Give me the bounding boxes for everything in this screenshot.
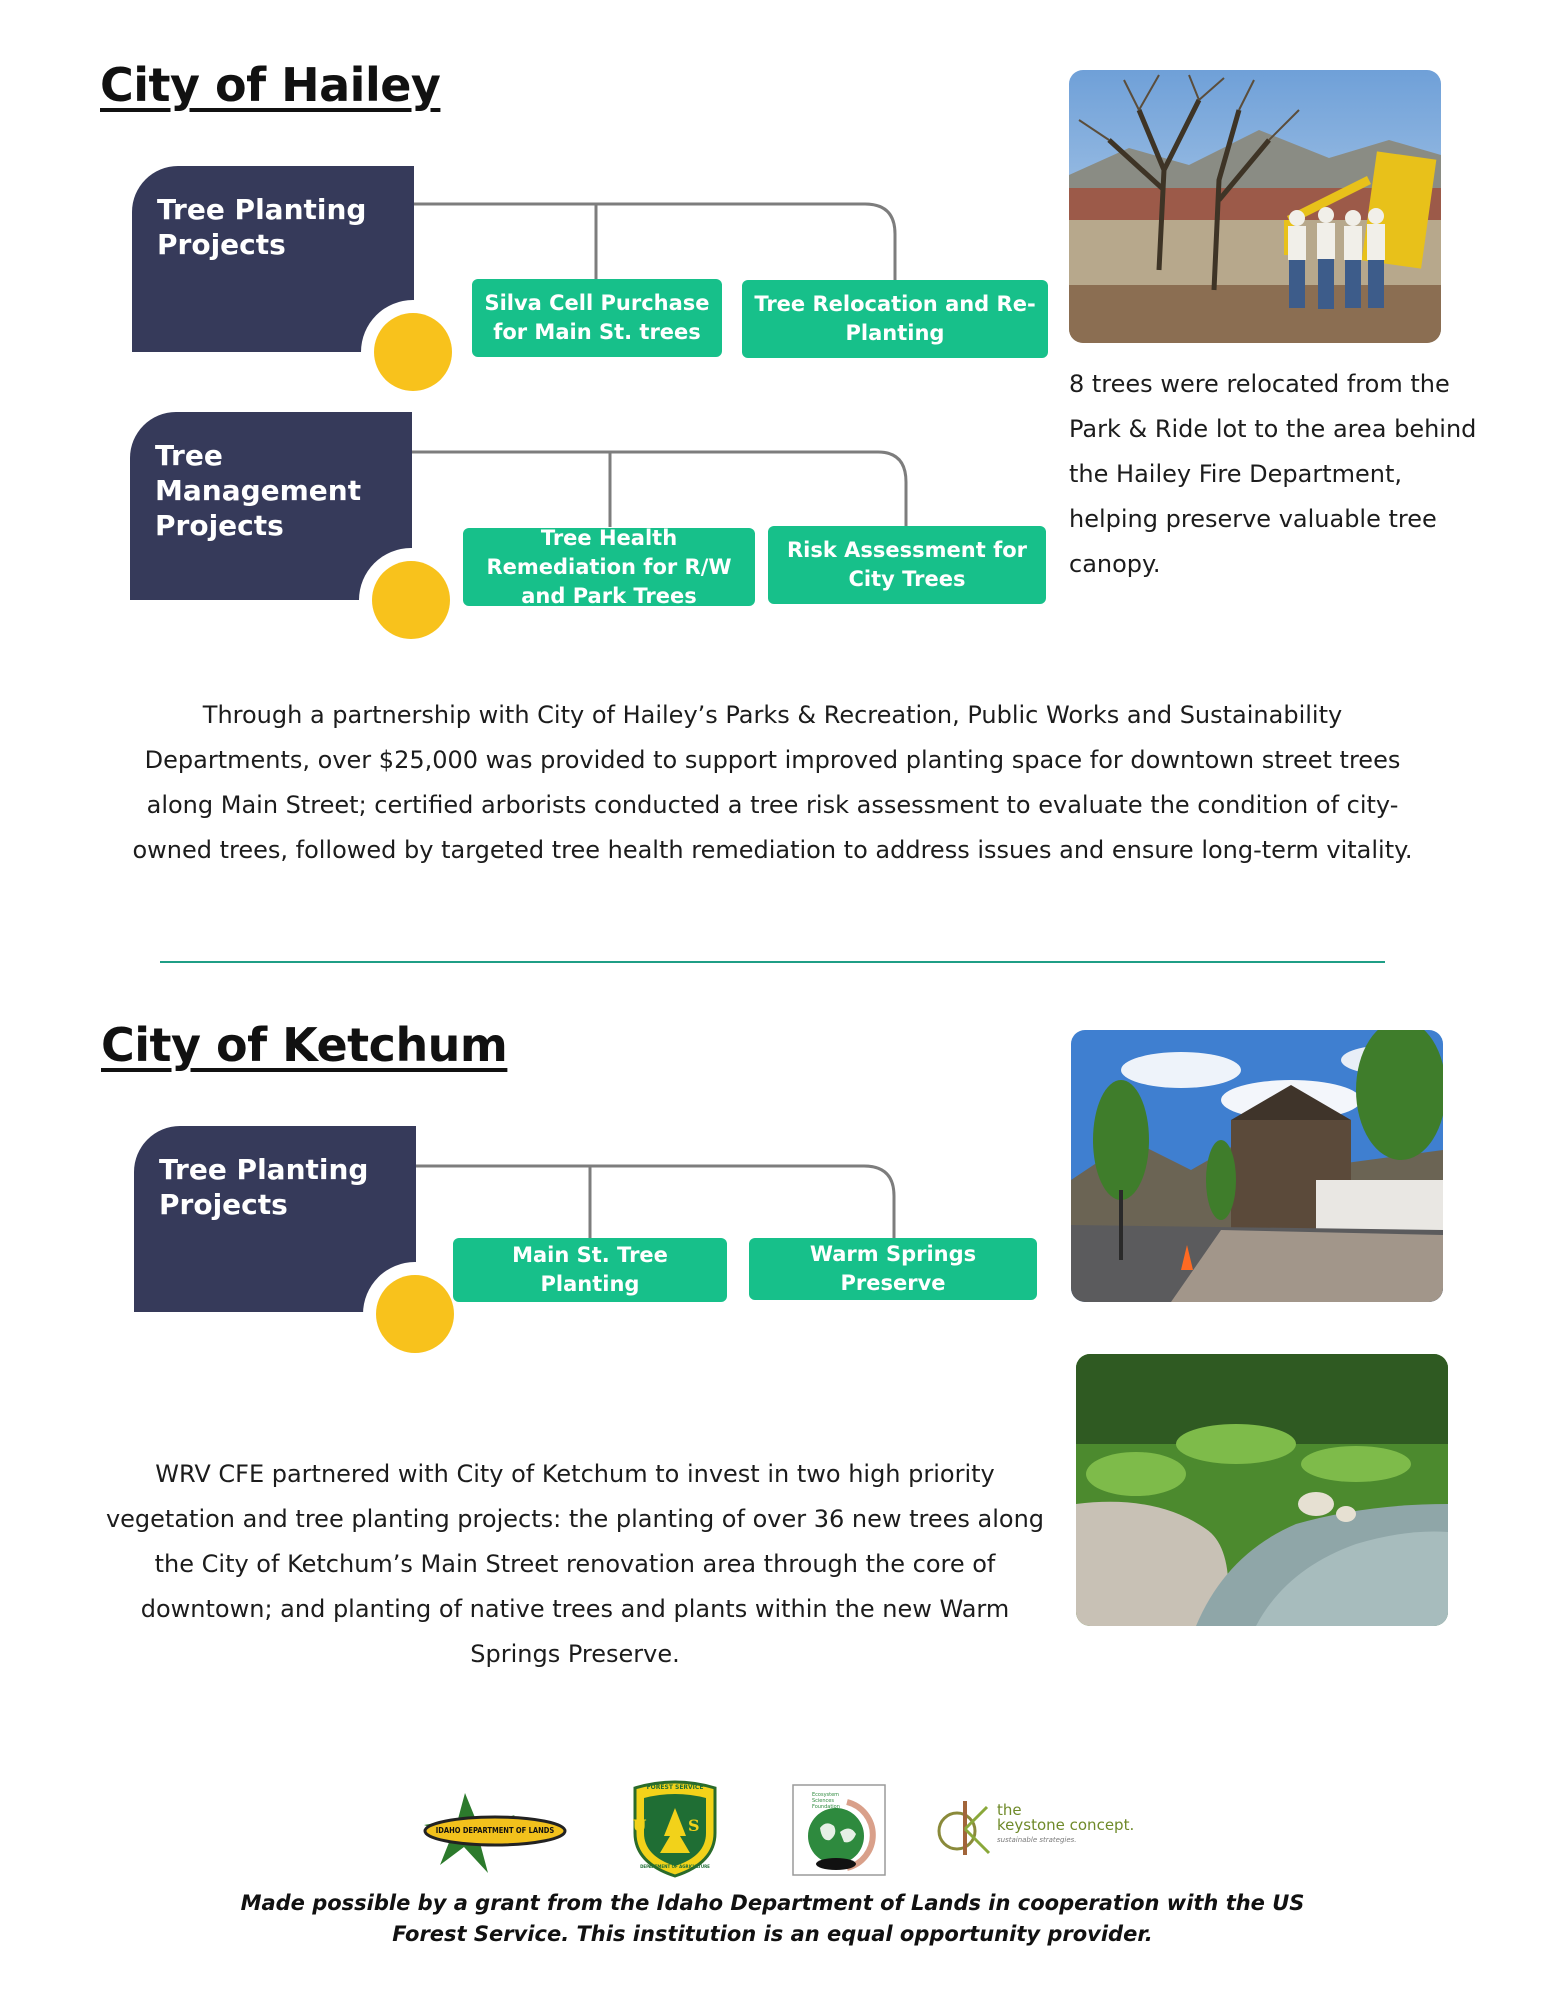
ecosystem-sciences-foundation-logo	[792, 1784, 886, 1876]
category-label: Tree Planting Projects	[159, 1153, 369, 1221]
category-label: Tree Management Projects	[155, 439, 362, 542]
keystone-name-2: keystone concept.	[997, 1816, 1135, 1834]
yellow-dot	[376, 1275, 454, 1353]
project-label: Tree Relocation and Re-Planting	[754, 292, 1036, 345]
project-label: Main St. Tree Planting	[512, 1243, 668, 1296]
ketchum-street-photo	[1071, 1030, 1443, 1302]
project-label: Warm Springs Preserve	[809, 1242, 977, 1295]
project-warm-springs-preserve	[749, 1238, 1037, 1300]
hailey-summary: Through a partnership with City of Hailey’s Parks & Recreation, Public Works and Sustainability Departments, over $25,000 was provided to support improved planting space for downtown street trees along Main Street; certified arborists conducted a tree risk assessment to evaluate the condition of city-owned trees, followed by targeted tree health remediation to address issues and ensure long-term vitality.	[132, 701, 1413, 864]
fs-bottom-text: DEPARTMENT OF AGRICULTURE	[640, 1864, 710, 1869]
project-label: Tree Health Remediation for R/W and Park Trees	[486, 525, 732, 608]
footer-credit: Made possible by a grant from the Idaho Department of Lands in cooperation with the US Forest Service. This institution is an equal opportunity provider.	[240, 1891, 1305, 1946]
forest-service-logo	[630, 1778, 720, 1878]
project-main-st-tree-planting	[453, 1238, 727, 1302]
project-label: Risk Assessment for City Trees	[787, 538, 1027, 591]
fs-top-text: FOREST SERVICE	[646, 1784, 704, 1791]
project-label: Silva Cell Purchase for Main St. trees	[484, 291, 710, 344]
fs-mid-text: U S	[632, 1816, 718, 1835]
hailey-photo-caption: 8 trees were relocated from the Park & Ride lot to the area behind the Hailey Fire Department, helping preserve valuable tree canopy.	[1069, 370, 1477, 578]
idaho-department-of-lands-logo	[420, 1785, 570, 1877]
category-label: Tree Planting Projects	[157, 193, 367, 261]
idl-logo-text: IDAHO DEPARTMENT OF LANDS	[435, 1826, 555, 1835]
ketchum-creek-photo	[1076, 1354, 1448, 1626]
esf-logo-text: Ecosystem Sciences Foundation	[812, 1792, 840, 1810]
hailey-title: City of Hailey	[100, 58, 441, 112]
keystone-tagline: sustainable strategies.	[997, 1836, 1077, 1844]
keystone-name-1: the	[997, 1801, 1022, 1819]
keystone-concept-logo	[935, 1793, 1135, 1863]
ketchum-title: City of Ketchum	[101, 1018, 508, 1072]
ketchum-summary: WRV CFE partnered with City of Ketchum to invest in two high priority vegetation and tree planting projects: the planting of over 36 new trees along the City of Ketchum’s Main Street renovation area through the core of downtown; and planting of native trees and plants within the new Warm Springs Preserve.	[105, 1460, 1045, 1668]
